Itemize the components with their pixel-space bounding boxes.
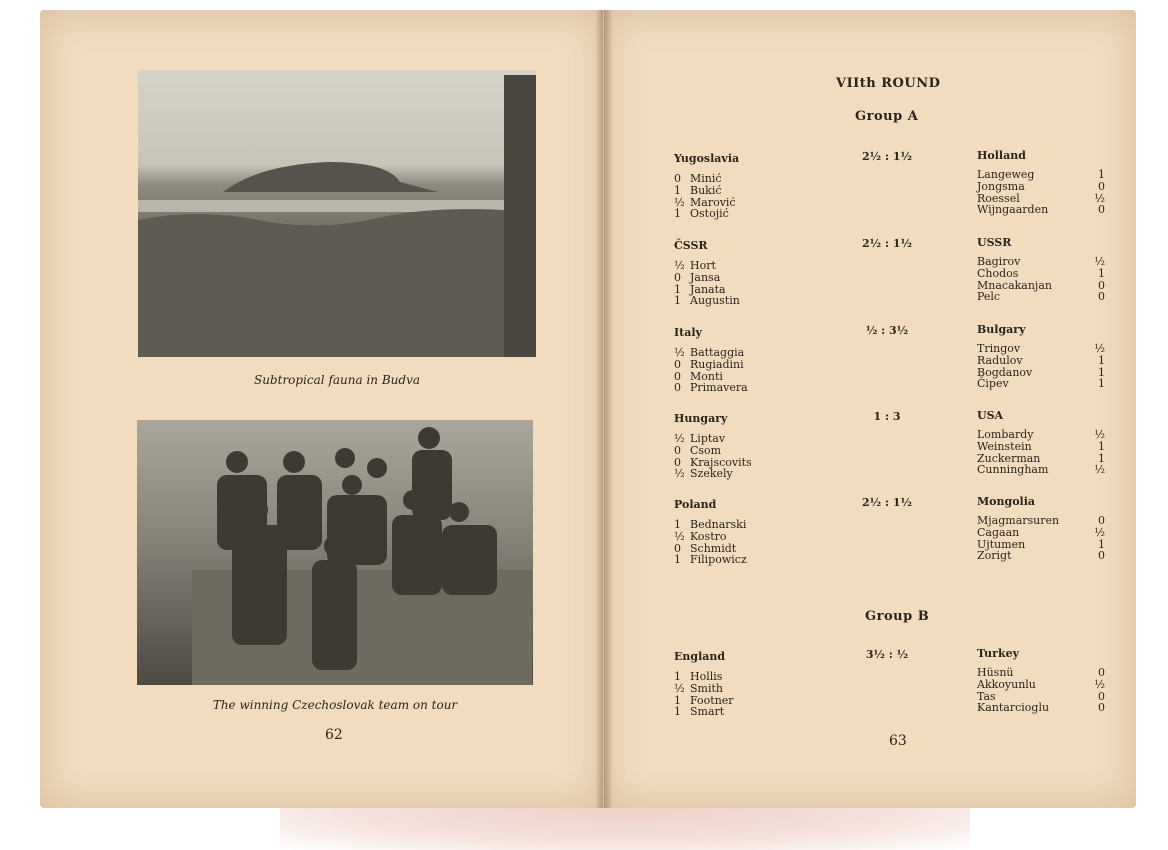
player-name: Jansa	[690, 270, 721, 284]
player-name: Footner	[690, 693, 734, 707]
player-name: Kantarcioglu	[977, 701, 1050, 715]
caption-bottom: The winning Czechoslovak team on tour	[212, 698, 458, 712]
home-lineup	[674, 671, 734, 718]
player-row	[977, 679, 1105, 691]
player-result: 0	[674, 172, 681, 185]
player-name: Pelc	[977, 290, 1001, 304]
player-result: 0	[1098, 290, 1105, 304]
player-name: Hort	[690, 259, 716, 272]
player-result: 0	[674, 455, 681, 469]
player-result: 0	[674, 270, 681, 284]
player-name: Bukić	[690, 183, 722, 197]
away-team-name: Holland	[977, 149, 1026, 162]
player-result: 1	[1098, 377, 1105, 391]
player-name: Čipev	[977, 377, 1009, 391]
player-row	[977, 268, 1105, 280]
player-result: 0	[1098, 701, 1105, 715]
away-lineup	[977, 256, 1105, 303]
home-team-name: Italy	[674, 326, 702, 339]
player-result: 1	[1098, 365, 1105, 379]
player-name: Akkoyunlu	[977, 677, 1036, 691]
home-lineup	[674, 519, 747, 566]
player-result: ½	[674, 529, 685, 543]
player-name: Csom	[690, 443, 722, 457]
player-name: Schmidt	[690, 541, 737, 555]
match-score: 2½ : 1½	[862, 237, 912, 250]
player-row	[977, 441, 1105, 453]
home-lineup	[674, 260, 740, 307]
match-score: 3½ : ½	[865, 648, 909, 661]
player-name: Lombardy	[977, 428, 1034, 441]
match-score: 1 : 3	[873, 410, 901, 423]
player-name: Bednarski	[690, 518, 747, 531]
player-name: Bagirov	[977, 255, 1021, 268]
player-row	[977, 291, 1105, 303]
player-name: Smart	[690, 705, 725, 719]
player-result: ½	[674, 259, 685, 272]
player-name: Roessel	[977, 191, 1020, 205]
player-result: 1	[674, 693, 681, 707]
player-result: 0	[1098, 514, 1105, 527]
player-name: Ujtumen	[977, 537, 1026, 551]
player-result: 0	[674, 369, 681, 383]
home-lineup	[674, 433, 752, 480]
player-name: Radulov	[977, 353, 1023, 367]
player-name: Augustin	[690, 294, 740, 308]
round-title: VIIth ROUND	[836, 76, 941, 91]
player-row	[977, 527, 1105, 539]
away-team-name: Bulgary	[977, 323, 1026, 336]
away-lineup	[977, 343, 1105, 390]
player-result: ½	[1094, 525, 1105, 539]
home-team-name: Yugoslavia	[674, 152, 740, 165]
player-name: Primavera	[690, 381, 748, 395]
player-name: Chodos	[977, 266, 1019, 280]
player-result: 0	[1098, 179, 1105, 193]
player-name: Ostojić	[690, 207, 729, 221]
player-name: Cagaan	[977, 525, 1020, 539]
team-photo	[137, 420, 533, 685]
player-name: Krajscovits	[690, 455, 752, 469]
away-lineup	[977, 429, 1105, 476]
player-result: 1	[674, 207, 681, 221]
player-result: 1	[674, 294, 681, 308]
player-name: Tringov	[977, 342, 1021, 355]
player-row	[674, 208, 736, 220]
player-name: Monti	[690, 369, 723, 383]
page-number-left: 62	[325, 727, 343, 743]
home-team-name: Hungary	[674, 412, 728, 425]
group-a-title: Group A	[855, 109, 919, 124]
player-result: ½	[1094, 463, 1105, 477]
player-name: Filipowicz	[690, 553, 747, 567]
player-row	[674, 359, 748, 371]
player-result: 0	[1098, 689, 1105, 703]
player-name: Battaggia	[690, 346, 745, 359]
player-result: ½	[674, 681, 685, 695]
match-score: 2½ : 1½	[862, 150, 912, 163]
player-name: Langeweg	[977, 168, 1035, 181]
player-row	[977, 550, 1105, 562]
player-row	[977, 355, 1105, 367]
player-result: ½	[674, 195, 685, 209]
player-row	[674, 531, 747, 543]
player-result: 1	[1098, 537, 1105, 551]
home-lineup	[674, 173, 736, 220]
player-row	[674, 554, 747, 566]
player-result: ½	[674, 467, 685, 481]
player-row	[977, 702, 1105, 714]
landscape-photo-art	[138, 70, 536, 357]
player-row	[674, 295, 740, 307]
player-name: Tas	[977, 689, 996, 703]
caption-top: Subtropical fauna in Budva	[253, 373, 421, 387]
match-score: ½ : 3½	[865, 324, 909, 337]
player-name: Cunningham	[977, 463, 1049, 477]
player-row	[977, 204, 1105, 216]
player-name: Jongsma	[977, 179, 1025, 193]
away-team-name: Turkey	[977, 647, 1019, 660]
away-team-name: Mongolia	[977, 495, 1036, 508]
player-result: ½	[1094, 255, 1105, 268]
player-name: Hüsnü	[977, 666, 1014, 679]
player-row	[674, 445, 752, 457]
page-number-right: 63	[889, 733, 907, 749]
player-result: 0	[1098, 203, 1105, 217]
player-result: 1	[674, 705, 681, 719]
player-name: Wijngaarden	[977, 203, 1049, 217]
player-name: Marović	[690, 195, 736, 209]
player-row	[674, 683, 734, 695]
group-b-title: Group B	[865, 609, 930, 624]
player-result: 0	[674, 381, 681, 395]
player-result: 0	[1098, 278, 1105, 292]
player-row	[977, 378, 1105, 390]
holding-hand	[280, 808, 970, 850]
player-result: ½	[1094, 677, 1105, 691]
player-name: Liptav	[690, 432, 726, 445]
home-team-name: ČSSR	[674, 239, 708, 252]
player-name: Mjagmarsuren	[977, 514, 1060, 527]
player-result: ½	[1094, 342, 1105, 355]
player-name: Szekely	[690, 467, 733, 481]
match-score: 2½ : 1½	[862, 496, 912, 509]
player-result: ½	[674, 432, 685, 445]
player-result: 1	[1098, 266, 1105, 280]
team-photo-art	[137, 420, 533, 685]
player-name: Mnacakanjan	[977, 278, 1052, 292]
player-row	[977, 464, 1105, 476]
player-result: 0	[1098, 549, 1105, 563]
player-result: 1	[674, 670, 681, 683]
away-lineup	[977, 667, 1105, 714]
player-result: 1	[1098, 353, 1105, 367]
away-team-name: USA	[977, 409, 1004, 422]
player-result: 1	[1098, 168, 1105, 181]
player-row	[674, 706, 734, 718]
player-row	[674, 468, 752, 480]
player-row	[674, 272, 740, 284]
away-lineup	[977, 169, 1105, 216]
home-team-name: England	[674, 650, 726, 663]
away-lineup	[977, 515, 1105, 562]
player-name: Kostro	[690, 529, 727, 543]
player-result: 0	[674, 443, 681, 457]
player-name: Smith	[690, 681, 723, 695]
player-result: 1	[1098, 451, 1105, 465]
home-lineup	[674, 347, 748, 394]
player-name: Rugiadini	[690, 357, 744, 371]
player-row	[674, 382, 748, 394]
player-result: 0	[1098, 666, 1105, 679]
player-result: 1	[674, 553, 681, 567]
player-name: Weinstein	[977, 439, 1032, 453]
home-team-name: Poland	[674, 498, 717, 511]
player-result: 0	[674, 357, 681, 371]
player-result: 1	[674, 183, 681, 197]
player-row	[674, 185, 736, 197]
player-name: Minić	[690, 172, 722, 185]
player-name: Zorigt	[977, 549, 1012, 563]
player-result: 1	[1098, 439, 1105, 453]
player-name: Bogdanov	[977, 365, 1033, 379]
player-name: Hollis	[690, 670, 723, 683]
player-name: Janata	[690, 282, 726, 296]
player-name: Zuckerman	[977, 451, 1041, 465]
player-result: 1	[674, 518, 681, 531]
player-result: ½	[674, 346, 685, 359]
player-result: ½	[1094, 428, 1105, 441]
player-result: 1	[674, 282, 681, 296]
player-result: 0	[674, 541, 681, 555]
landscape-photo	[138, 70, 536, 357]
away-team-name: USSR	[977, 236, 1012, 249]
book-gutter	[596, 10, 612, 808]
player-row	[977, 181, 1105, 193]
player-result: ½	[1094, 191, 1105, 205]
